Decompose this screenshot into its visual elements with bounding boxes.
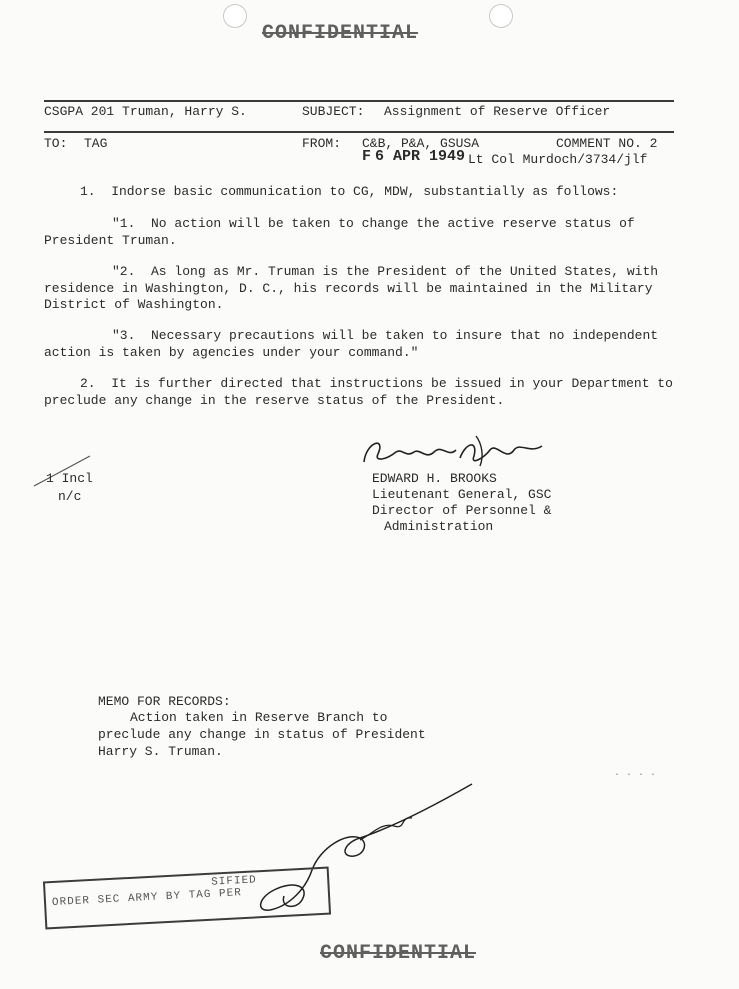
prepared-by: Lt Col Murdoch/3734/jlf <box>468 152 648 167</box>
to-value: TAG <box>84 136 108 151</box>
declassification-line-1: SIFIED <box>210 874 258 889</box>
inclosure-note: n/c <box>58 489 82 504</box>
memo-line-1: Action taken in Reserve Branch to <box>130 710 388 725</box>
paragraph-1: 1. Indorse basic communication to CG, MDW, substantially as follows: <box>80 184 619 199</box>
declassification-line-2: ORDER SEC ARMY BY TAG PER <box>51 887 243 910</box>
from-value: C&B, P&A, GSUSA <box>362 136 480 151</box>
signer-title-3: Administration <box>384 519 494 534</box>
file-reference: CSGPA 201 Truman, Harry S. <box>44 104 247 119</box>
memo-title: MEMO FOR RECORDS: <box>98 694 231 709</box>
quoted-paragraph-2-line-3: District of Washington. <box>44 297 224 312</box>
scan-speck: . . . . <box>614 768 657 779</box>
punch-hole-right <box>489 4 513 28</box>
from-label: FROM: <box>302 136 342 151</box>
memo-line-2: preclude any change in status of President <box>98 727 426 742</box>
paragraph-2-line-2: preclude any change in the reserve status of the President. <box>44 393 505 408</box>
declassification-stamp <box>43 867 331 930</box>
classification-stamp-bottom: CONFIDENTIAL <box>320 942 477 965</box>
subject-value: Assignment of Reserve Officer <box>384 104 611 119</box>
handwritten-signature <box>356 432 556 476</box>
inclosure-count: 1 Incl <box>46 471 93 486</box>
date-stamp-prefix: F <box>362 148 372 165</box>
date-stamp: 6 APR 1949 <box>375 148 466 165</box>
to-label: TO: <box>44 136 68 151</box>
header-rule-top <box>44 100 674 102</box>
comment-number: COMMENT NO. 2 <box>556 136 658 151</box>
quoted-paragraph-1-line-1: "1. No action will be taken to change the active reserve status of <box>112 216 635 231</box>
memo-line-3: Harry S. Truman. <box>98 744 223 759</box>
signer-title-2: Director of Personnel & <box>372 503 552 518</box>
punch-hole-left <box>223 4 247 28</box>
quoted-paragraph-2-line-2: residence in Washington, D. C., his records will be maintained in the Military <box>44 281 653 296</box>
quoted-paragraph-3-line-2: action is taken by agencies under your command." <box>44 345 419 360</box>
classification-stamp-top: CONFIDENTIAL <box>262 22 419 45</box>
header-rule-middle <box>44 131 674 133</box>
quoted-paragraph-1-line-2: President Truman. <box>44 233 177 248</box>
paragraph-2-line-1: 2. It is further directed that instructions be issued in your Department to <box>80 376 673 391</box>
signer-title-1: Lieutenant General, GSC <box>372 487 552 502</box>
quoted-paragraph-3-line-1: "3. Necessary precautions will be taken to insure that no independent <box>112 328 659 343</box>
subject-label: SUBJECT: <box>302 104 365 119</box>
signer-name: EDWARD H. BROOKS <box>372 471 497 486</box>
quoted-paragraph-2-line-1: "2. As long as Mr. Truman is the President of the United States, with <box>112 264 659 279</box>
